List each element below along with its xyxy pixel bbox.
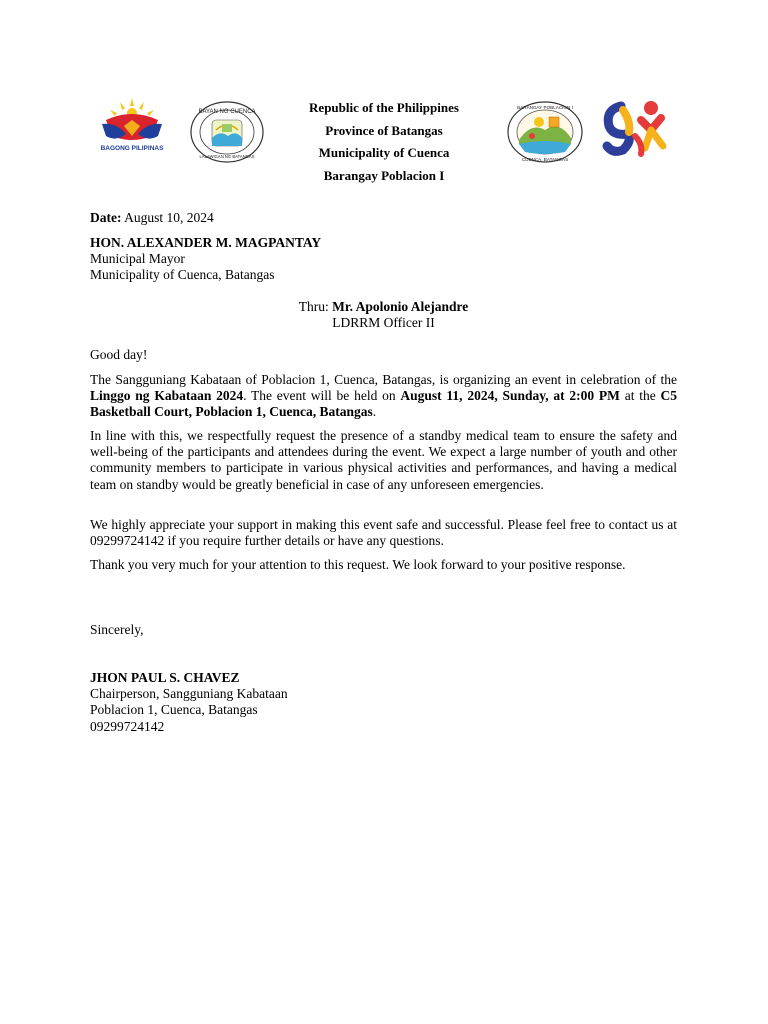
paragraph-request	[90, 428, 677, 493]
header-municipality: Municipality of Cuenca	[318, 145, 450, 160]
cuenca-seal-bottom-text: LALAWIGAN NG BATANGAS	[199, 154, 255, 159]
thru-title: LDRRM Officer II	[332, 315, 435, 331]
signature-block	[90, 670, 677, 735]
bagong-pilipinas-text: BAGONG PILIPINAS	[100, 145, 164, 152]
thru-label: Thru:	[298, 299, 333, 314]
poblacion-seal-bottom-text: CUENCA, BATANGAS	[521, 157, 569, 162]
poblacion-seal-logo	[505, 100, 585, 164]
header-country: Republic of the Philippines	[309, 100, 459, 115]
event-name: Linggo ng Kabataan 2024	[90, 388, 244, 404]
paragraph-event	[90, 372, 677, 421]
cuenca-seal-logo	[188, 100, 266, 164]
greeting: Good day!	[90, 347, 148, 362]
cuenca-seal-top-text: BAYAN NG CUENCA	[198, 109, 256, 115]
header-barangay: Barangay Poblacion I	[323, 167, 445, 183]
para1-text-2: . The event will be held on	[243, 388, 401, 404]
recipient-block	[90, 235, 677, 284]
date-value: August 10, 2024	[121, 210, 214, 225]
thru-name: Mr. Apolonio Alejandre	[332, 299, 469, 314]
closing: Sincerely,	[90, 622, 144, 637]
event-venue: C5 Basketball Court, Poblacion 1, Cuenca, Batangas	[90, 388, 677, 420]
para4-text: Thank you very much for your attention to this request. We look forward to your positive response.	[90, 557, 626, 572]
para1-text-3: at the	[619, 388, 661, 404]
paragraph-thanks	[90, 557, 677, 573]
paragraph-appreciation	[90, 517, 677, 549]
signatory-phone: 09299724142	[90, 718, 165, 734]
header-province: Province of Batangas	[325, 122, 443, 138]
recipient-office: Municipality of Cuenca, Batangas	[90, 267, 275, 283]
para3-text: We highly appreciate your support in making this event safe and successful. Please feel free to contact us at 09299724142 if you require further details or have any questions.	[90, 517, 677, 549]
signatory-address: Poblacion 1, Cuenca, Batangas	[90, 702, 258, 718]
event-datetime: August 11, 2024, Sunday, at 2:00 PM	[400, 388, 620, 404]
signatory-name: JHON PAUL S. CHAVEZ	[90, 670, 240, 685]
date-label: Date:	[90, 210, 122, 225]
signatory-position: Chairperson, Sangguniang Kabataan	[90, 686, 288, 702]
bagong-pilipinas-logo	[96, 96, 168, 154]
letterhead	[260, 97, 508, 187]
recipient-title: Municipal Mayor	[90, 251, 185, 267]
sk-logo	[601, 96, 671, 160]
poblacion-seal-top-text: BARANGAY POBLACION I	[517, 105, 573, 110]
thru-block	[90, 299, 677, 331]
recipient-name: HON. ALEXANDER M. MAGPANTAY	[90, 235, 322, 250]
para1-text-1: The Sangguniang Kabataan of Poblacion 1, Cuenca, Batangas, is organizing an event in celebration of the	[90, 372, 677, 387]
para1-text-4: .	[372, 404, 377, 420]
para2-text: In line with this, we respectfully request the presence of a standby medical team to ensure the safety and well-being of the participants and attendees during the event. We expect a large number of youth and other community members to participate in various physical activities and performances, and having a medical team on standby would be greatly beneficial in case of any unforeseen emergencies.	[90, 428, 677, 492]
date-line	[90, 210, 677, 226]
